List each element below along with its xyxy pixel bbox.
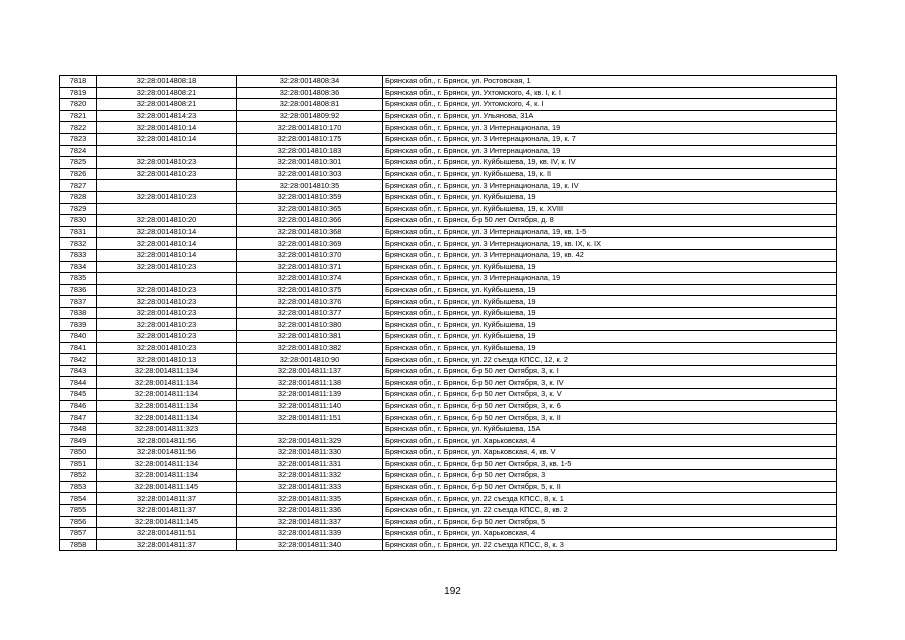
parent-cadastral-number-cell: 32:28:0014811:134: [97, 377, 237, 389]
cadastral-number-cell: 32:28:0014811:335: [237, 493, 383, 505]
parent-cadastral-number-cell: 32:28:0014811:56: [97, 447, 237, 459]
cadastral-number-cell: 32:28:0014811:329: [237, 435, 383, 447]
parent-cadastral-number-cell: 32:28:0014808:21: [97, 87, 237, 99]
parent-cadastral-number-cell: [97, 145, 237, 157]
row-number-cell: 7836: [60, 284, 97, 296]
row-number-cell: 7855: [60, 504, 97, 516]
cadastral-number-cell: 32:28:0014810:377: [237, 307, 383, 319]
row-number-cell: 7846: [60, 400, 97, 412]
table-row: [60, 261, 837, 273]
cadastral-number-cell: 32:28:0014810:359: [237, 191, 383, 203]
cadastral-number-cell: [237, 423, 383, 435]
address-cell: Брянская обл., г. Брянск, ул. 3 Интернационала, 19, к. 7: [383, 133, 837, 145]
table-row: [60, 412, 837, 424]
table-row: [60, 203, 837, 215]
cadastral-number-cell: 32:28:0014811:332: [237, 470, 383, 482]
table-row: [60, 539, 837, 551]
parent-cadastral-number-cell: 32:28:0014811:37: [97, 493, 237, 505]
address-cell: Брянская обл., г. Брянск, б-р 50 лет Октября, 3, кв. 1-5: [383, 458, 837, 470]
cadastral-number-cell: 32:28:0014810:175: [237, 133, 383, 145]
row-number-cell: 7825: [60, 157, 97, 169]
parent-cadastral-number-cell: 32:28:0014810:13: [97, 354, 237, 366]
table-row: [60, 342, 837, 354]
address-cell: Брянская обл., г. Брянск, ул. Ростовская, 1: [383, 76, 837, 88]
table-row: [60, 273, 837, 285]
table-row: [60, 215, 837, 227]
parent-cadastral-number-cell: 32:28:0014811:56: [97, 435, 237, 447]
parent-cadastral-number-cell: 32:28:0014810:23: [97, 331, 237, 343]
address-cell: Брянская обл., г. Брянск, ул. 3 Интернационала, 19, кв. IX, к. IX: [383, 238, 837, 250]
cadastral-number-cell: 32:28:0014811:336: [237, 504, 383, 516]
address-cell: Брянская обл., г. Брянск, б-р 50 лет Октября, 3, к. V: [383, 389, 837, 401]
row-number-cell: 7850: [60, 447, 97, 459]
cadastral-number-cell: 32:28:0014810:366: [237, 215, 383, 227]
cadastral-number-cell: 32:28:0014810:369: [237, 238, 383, 250]
table-row: [60, 168, 837, 180]
cadastral-number-cell: 32:28:0014810:371: [237, 261, 383, 273]
cadastral-number-cell: 32:28:0014810:170: [237, 122, 383, 134]
cadastral-number-cell: 32:28:0014811:331: [237, 458, 383, 470]
address-cell: Брянская обл., г. Брянск, ул. Куйбышева, 19, кв. IV, к. IV: [383, 157, 837, 169]
row-number-cell: 7858: [60, 539, 97, 551]
table-row: [60, 458, 837, 470]
table-row: [60, 110, 837, 122]
row-number-cell: 7844: [60, 377, 97, 389]
row-number-cell: 7830: [60, 215, 97, 227]
parent-cadastral-number-cell: 32:28:0014811:134: [97, 470, 237, 482]
row-number-cell: 7852: [60, 470, 97, 482]
parent-cadastral-number-cell: 32:28:0014810:23: [97, 168, 237, 180]
row-number-cell: 7842: [60, 354, 97, 366]
table-row: [60, 423, 837, 435]
table-row: [60, 354, 837, 366]
table-row: [60, 296, 837, 308]
row-number-cell: 7856: [60, 516, 97, 528]
address-cell: Брянская обл., г. Брянск, ул. 3 Интернационала, 19, к. IV: [383, 180, 837, 192]
parent-cadastral-number-cell: 32:28:0014811:134: [97, 365, 237, 377]
address-cell: Брянская обл., г. Брянск, ул. Ухтомского, 4, к. I: [383, 99, 837, 111]
row-number-cell: 7819: [60, 87, 97, 99]
parent-cadastral-number-cell: 32:28:0014808:18: [97, 76, 237, 88]
cadastral-number-cell: 32:28:0014810:376: [237, 296, 383, 308]
cadastral-number-cell: 32:28:0014810:35: [237, 180, 383, 192]
address-cell: Брянская обл., г. Брянск, б-р 50 лет Октября, 3: [383, 470, 837, 482]
table-row: [60, 447, 837, 459]
row-number-cell: 7829: [60, 203, 97, 215]
address-cell: Брянская обл., г. Брянск, ул. 3 Интернационала, 19: [383, 122, 837, 134]
cadastral-number-cell: 32:28:0014810:303: [237, 168, 383, 180]
parent-cadastral-number-cell: 32:28:0014810:23: [97, 261, 237, 273]
table-row: [60, 435, 837, 447]
parent-cadastral-number-cell: 32:28:0014810:23: [97, 157, 237, 169]
address-cell: Брянская обл., г. Брянск, ул. 22 съезда КПСС, 12, к. 2: [383, 354, 837, 366]
address-cell: Брянская обл., г. Брянск, ул. 3 Интернационала, 19, кв. 42: [383, 249, 837, 261]
row-number-cell: 7854: [60, 493, 97, 505]
address-cell: Брянская обл., г. Брянск, ул. Ульянова, 31А: [383, 110, 837, 122]
address-cell: Брянская обл., г. Брянск, ул. Куйбышева, 19: [383, 331, 837, 343]
cadastral-number-cell: 32:28:0014811:138: [237, 377, 383, 389]
row-number-cell: 7828: [60, 191, 97, 203]
parent-cadastral-number-cell: 32:28:0014811:134: [97, 400, 237, 412]
table-row: [60, 99, 837, 111]
cadastral-number-cell: 32:28:0014808:81: [237, 99, 383, 111]
address-cell: Брянская обл., г. Брянск, ул. Харьковская, 4, кв. V: [383, 447, 837, 459]
address-cell: Брянская обл., г. Брянск, ул. 3 Интернационала, 19: [383, 145, 837, 157]
address-cell: Брянская обл., г. Брянск, ул. 22 съезда КПСС, 8, к. 1: [383, 493, 837, 505]
table-row: [60, 133, 837, 145]
row-number-cell: 7831: [60, 226, 97, 238]
table-row: [60, 157, 837, 169]
table-row: [60, 226, 837, 238]
table-row: [60, 76, 837, 88]
parent-cadastral-number-cell: 32:28:0014810:23: [97, 284, 237, 296]
table-row: [60, 331, 837, 343]
address-cell: Брянская обл., г. Брянск, б-р 50 лет Октября, д. 8: [383, 215, 837, 227]
address-cell: Брянская обл., г. Брянск, ул. Куйбышева, 19: [383, 191, 837, 203]
parent-cadastral-number-cell: [97, 203, 237, 215]
parent-cadastral-number-cell: 32:28:0014810:14: [97, 249, 237, 261]
cadastral-number-cell: 32:28:0014810:381: [237, 331, 383, 343]
row-number-cell: 7820: [60, 99, 97, 111]
cadastral-number-cell: 32:28:0014808:34: [237, 76, 383, 88]
cadastral-number-cell: 32:28:0014811:337: [237, 516, 383, 528]
parent-cadastral-number-cell: 32:28:0014814:23: [97, 110, 237, 122]
cadastral-number-cell: 32:28:0014810:374: [237, 273, 383, 285]
row-number-cell: 7818: [60, 76, 97, 88]
parent-cadastral-number-cell: 32:28:0014810:23: [97, 296, 237, 308]
parent-cadastral-number-cell: 32:28:0014811:323: [97, 423, 237, 435]
cadastral-number-cell: 32:28:0014810:365: [237, 203, 383, 215]
cadastral-number-cell: 32:28:0014811:151: [237, 412, 383, 424]
parent-cadastral-number-cell: 32:28:0014810:14: [97, 122, 237, 134]
address-cell: Брянская обл., г. Брянск, ул. Куйбышева, 19: [383, 319, 837, 331]
table-row: [60, 400, 837, 412]
row-number-cell: 7823: [60, 133, 97, 145]
address-cell: Брянская обл., г. Брянск, б-р 50 лет Октября, 3, к. 6: [383, 400, 837, 412]
row-number-cell: 7832: [60, 238, 97, 250]
row-number-cell: 7851: [60, 458, 97, 470]
table-row: [60, 470, 837, 482]
address-cell: Брянская обл., г. Брянск, ул. Куйбышева, 19: [383, 261, 837, 273]
row-number-cell: 7847: [60, 412, 97, 424]
cadastral-number-cell: 32:28:0014810:90: [237, 354, 383, 366]
table-row: [60, 87, 837, 99]
address-cell: Брянская обл., г. Брянск, б-р 50 лет Октября, 3, к. IV: [383, 377, 837, 389]
address-cell: Брянская обл., г. Брянск, ул. 22 съезда КПСС, 8, кв. 2: [383, 504, 837, 516]
cadastral-number-cell: 32:28:0014810:380: [237, 319, 383, 331]
row-number-cell: 7827: [60, 180, 97, 192]
parent-cadastral-number-cell: 32:28:0014811:134: [97, 412, 237, 424]
table-row: [60, 191, 837, 203]
address-cell: Брянская обл., г. Брянск, ул. 3 Интернационала, 19: [383, 273, 837, 285]
table-row: [60, 493, 837, 505]
address-cell: Брянская обл., г. Брянск, б-р 50 лет Октября, 3, к. II: [383, 412, 837, 424]
row-number-cell: 7837: [60, 296, 97, 308]
address-cell: Брянская обл., г. Брянск, ул. 3 Интернационала, 19, кв. 1-5: [383, 226, 837, 238]
parent-cadastral-number-cell: 32:28:0014811:134: [97, 389, 237, 401]
address-cell: Брянская обл., г. Брянск, ул. 22 съезда КПСС, 8, к. 3: [383, 539, 837, 551]
row-number-cell: 7848: [60, 423, 97, 435]
table-row: [60, 528, 837, 540]
table-row: [60, 307, 837, 319]
parent-cadastral-number-cell: 32:28:0014810:14: [97, 226, 237, 238]
row-number-cell: 7822: [60, 122, 97, 134]
address-cell: Брянская обл., г. Брянск, ул. Куйбышева, 19: [383, 342, 837, 354]
property-register-table: [59, 75, 837, 551]
parent-cadastral-number-cell: 32:28:0014810:23: [97, 307, 237, 319]
address-cell: Брянская обл., г. Брянск, ул. Куйбышева, 19: [383, 307, 837, 319]
address-cell: Брянская обл., г. Брянск, ул. Куйбышева, 19, к. II: [383, 168, 837, 180]
address-cell: Брянская обл., г. Брянск, ул. Харьковская, 4: [383, 528, 837, 540]
table-row: [60, 238, 837, 250]
parent-cadastral-number-cell: 32:28:0014810:23: [97, 319, 237, 331]
parent-cadastral-number-cell: 32:28:0014811:37: [97, 504, 237, 516]
cadastral-number-cell: 32:28:0014810:375: [237, 284, 383, 296]
parent-cadastral-number-cell: 32:28:0014811:145: [97, 516, 237, 528]
page-number: 192: [444, 586, 461, 597]
table-row: [60, 516, 837, 528]
cadastral-number-cell: 32:28:0014811:330: [237, 447, 383, 459]
cadastral-number-cell: 32:28:0014810:183: [237, 145, 383, 157]
address-cell: Брянская обл., г. Брянск, б-р 50 лет Октября, 3, к. I: [383, 365, 837, 377]
row-number-cell: 7821: [60, 110, 97, 122]
parent-cadastral-number-cell: 32:28:0014811:51: [97, 528, 237, 540]
parent-cadastral-number-cell: 32:28:0014810:14: [97, 238, 237, 250]
cadastral-number-cell: 32:28:0014810:382: [237, 342, 383, 354]
address-cell: Брянская обл., г. Брянск, ул. Ухтомского, 4, кв. I, к. I: [383, 87, 837, 99]
parent-cadastral-number-cell: 32:28:0014811:37: [97, 539, 237, 551]
cadastral-number-cell: 32:28:0014810:370: [237, 249, 383, 261]
row-number-cell: 7845: [60, 389, 97, 401]
table-row: [60, 249, 837, 261]
parent-cadastral-number-cell: 32:28:0014811:134: [97, 458, 237, 470]
address-cell: Брянская обл., г. Брянск, б-р 50 лет Октября, 5: [383, 516, 837, 528]
row-number-cell: 7834: [60, 261, 97, 273]
row-number-cell: 7826: [60, 168, 97, 180]
cadastral-number-cell: 32:28:0014811:333: [237, 481, 383, 493]
address-cell: Брянская обл., г. Брянск, б-р 50 лет Октября, 5, к. II: [383, 481, 837, 493]
cadastral-number-cell: 32:28:0014811:140: [237, 400, 383, 412]
table-row: [60, 180, 837, 192]
table-row: [60, 284, 837, 296]
row-number-cell: 7838: [60, 307, 97, 319]
parent-cadastral-number-cell: 32:28:0014811:145: [97, 481, 237, 493]
cadastral-number-cell: 32:28:0014810:368: [237, 226, 383, 238]
address-cell: Брянская обл., г. Брянск, ул. Куйбышева, 19, к. XVIII: [383, 203, 837, 215]
parent-cadastral-number-cell: 32:28:0014810:23: [97, 191, 237, 203]
row-number-cell: 7849: [60, 435, 97, 447]
parent-cadastral-number-cell: [97, 273, 237, 285]
address-cell: Брянская обл., г. Брянск, ул. Куйбышева, 19: [383, 284, 837, 296]
table-body: [60, 76, 837, 551]
address-cell: Брянская обл., г. Брянск, ул. Харьковская, 4: [383, 435, 837, 447]
row-number-cell: 7835: [60, 273, 97, 285]
row-number-cell: 7824: [60, 145, 97, 157]
cadastral-number-cell: 32:28:0014809:92: [237, 110, 383, 122]
cadastral-number-cell: 32:28:0014810:301: [237, 157, 383, 169]
row-number-cell: 7833: [60, 249, 97, 261]
cadastral-number-cell: 32:28:0014811:137: [237, 365, 383, 377]
cadastral-number-cell: 32:28:0014811:339: [237, 528, 383, 540]
cadastral-number-cell: 32:28:0014811:139: [237, 389, 383, 401]
address-cell: Брянская обл., г. Брянск, ул. Куйбышева, 15А: [383, 423, 837, 435]
table-row: [60, 389, 837, 401]
row-number-cell: 7839: [60, 319, 97, 331]
table-row: [60, 504, 837, 516]
row-number-cell: 7840: [60, 331, 97, 343]
table-row: [60, 122, 837, 134]
cadastral-number-cell: 32:28:0014808:36: [237, 87, 383, 99]
table-row: [60, 365, 837, 377]
table-row: [60, 145, 837, 157]
row-number-cell: 7841: [60, 342, 97, 354]
row-number-cell: 7843: [60, 365, 97, 377]
address-cell: Брянская обл., г. Брянск, ул. Куйбышева, 19: [383, 296, 837, 308]
table-row: [60, 377, 837, 389]
table-row: [60, 319, 837, 331]
parent-cadastral-number-cell: 32:28:0014810:23: [97, 342, 237, 354]
parent-cadastral-number-cell: 32:28:0014810:14: [97, 133, 237, 145]
row-number-cell: 7853: [60, 481, 97, 493]
parent-cadastral-number-cell: 32:28:0014810:20: [97, 215, 237, 227]
row-number-cell: 7857: [60, 528, 97, 540]
cadastral-number-cell: 32:28:0014811:340: [237, 539, 383, 551]
table-row: [60, 481, 837, 493]
parent-cadastral-number-cell: [97, 180, 237, 192]
parent-cadastral-number-cell: 32:28:0014808:21: [97, 99, 237, 111]
